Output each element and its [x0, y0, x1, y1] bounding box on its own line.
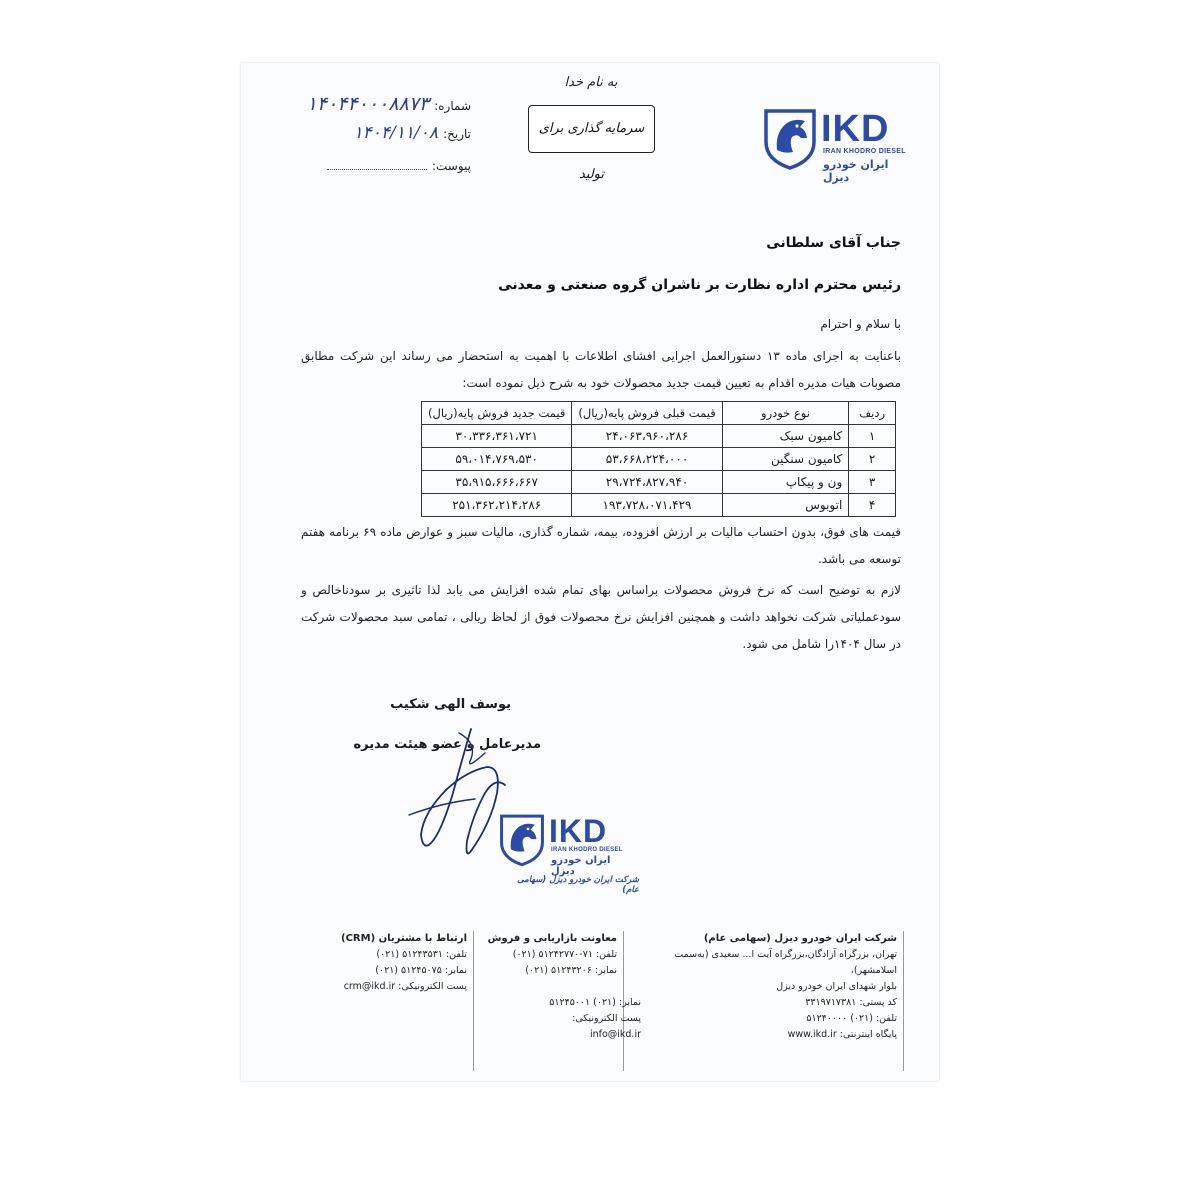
- horse-logo-icon: [499, 813, 545, 867]
- footer-company-title: شرکت ایران خودرو دیزل (سهامی عام): [703, 933, 897, 944]
- footer-email: پست الکترونیکی: info@ikd.ir: [572, 1013, 641, 1040]
- note-tax: قیمت های فوق، بدون احتساب مالیات بر ارزش افزوده، بیمه، شماره گذاری، مالیات سبز و عوارض ماده ۶۹ برنامه هفتم توسعه می باشد.: [301, 525, 901, 566]
- intro-paragraph: باعنایت به اجرای ماده ۱۳ دستورالعمل اجرایی افشای اطلاعات با اهمیت به استحضار می رساند این شرکت مطابق مصوبات هیات مدیره اقدام به تعیین قیمت جدید محصولات خود به شرح ذیل نموده است:: [301, 349, 902, 390]
- cell-row-number: ۱: [849, 425, 896, 448]
- table-row: [422, 471, 896, 494]
- footer-crm-fax: نمابر: ۵۱۲۴۵۰۷۵ (۰۲۱): [375, 965, 467, 976]
- horse-logo-icon: [763, 108, 817, 170]
- footer-crm-email: پست الکترونیکی: crm@ikd.ir: [343, 981, 467, 992]
- cell-old-price: ۲۴،۰۶۳،۹۶۰،۲۸۶: [572, 425, 722, 448]
- footer-marketing: [481, 931, 617, 979]
- letter-sheet: [241, 63, 939, 1081]
- cell-new-price: ۳۰،۳۳۶،۳۶۱،۷۲۱: [422, 425, 572, 448]
- seal-frame: [528, 105, 655, 182]
- footer-marketing-title: معاونت بازاریابی و فروش: [487, 933, 617, 944]
- table-row: [422, 425, 896, 448]
- signer-role: مدیرعامل و عضو هیئت مدیره: [353, 737, 541, 752]
- stamp-company-text: شرکت ایران خودرو دیزل (سهامی عام): [517, 875, 639, 895]
- cell-vehicle: ون و پیکاپ: [722, 471, 849, 494]
- cell-new-price: ۵۹،۰۱۴،۷۶۹،۵۳۰: [422, 448, 572, 471]
- date-value: ۱۴۰۴/۱۱/۰۸: [353, 123, 438, 143]
- bismillah: به نام خدا: [564, 75, 618, 90]
- col-header-vehicle: نوع خودرو: [722, 402, 849, 425]
- cell-row-number: ۲: [849, 448, 896, 471]
- signer-name: یوسف الهی شکیب: [390, 697, 511, 712]
- footer-crm-title: ارتباط با مشتریان (CRM): [341, 933, 467, 944]
- footer-crm: [321, 931, 467, 995]
- note-pricing: لازم به توضیح است که نرخ فروش محصولات براساس بهای تمام شده افزایش می یابد لذا تاثیری بر سودناخالص و سودعملیاتی شرکت نخواهد داشت و همچنین افزایش نرخ محصولات فوق از لحاظ ریالی ، تمامی سبد محصولات شرکت در سال ۱۴۰۴را شامل می شود.: [301, 583, 901, 651]
- date-label: تاریخ:: [443, 127, 471, 141]
- recipient-name: جناب آقای سلطانی: [766, 235, 901, 251]
- col-header-new-price: قیمت جدید فروش پایه(ریال): [422, 402, 572, 425]
- stamp-logo-fa: ایران خودرو دیزل: [551, 855, 611, 877]
- cell-vehicle: کامیون سنگین: [722, 448, 849, 471]
- stamp-logo-en: IRAN KHODRO DIESEL: [551, 847, 623, 853]
- number-row: [271, 93, 471, 115]
- recipient-title: رئیس محترم اداره نظارت بر ناشران گروه صنعتی و معدنی: [498, 277, 901, 293]
- footer-address-2: بلوار شهدای ایران خودرو دیزل: [776, 981, 897, 992]
- col-header-old-price: قیمت قبلی فروش پایه(ریال): [572, 402, 722, 425]
- footer-company: [641, 931, 897, 1043]
- attachment-label: پیوست:: [431, 159, 471, 173]
- cell-new-price: ۲۵۱،۳۶۲،۲۱۴،۲۸۶: [422, 494, 572, 517]
- table-header-row: [422, 402, 896, 425]
- logo-en: IRAN KHODRO DIESEL: [823, 148, 906, 155]
- number-label: شماره:: [434, 99, 471, 113]
- footer-crm-phone: تلفن: ۵۱۲۴۳۵۳۱ (۰۲۱): [376, 949, 467, 960]
- cell-old-price: ۵۳،۶۶۸،۲۲۴،۰۰۰: [572, 448, 722, 471]
- cell-old-price: ۲۹،۷۲۴،۸۲۷،۹۴۰: [572, 471, 722, 494]
- cell-row-number: ۳: [849, 471, 896, 494]
- footer-company-extra: [531, 995, 641, 1043]
- date-row: [271, 123, 471, 143]
- table-row: [422, 448, 896, 471]
- cell-old-price: ۱۹۳،۷۲۸،۰۷۱،۴۲۹: [572, 494, 722, 517]
- seal-text: سرمایه گذاری برای تولید: [538, 121, 645, 182]
- logo-mark: IKD: [821, 108, 890, 150]
- footer-divider-right: [903, 931, 904, 1071]
- footer-website: پایگاه اینترنتی: www.ikd.ir: [787, 1029, 897, 1040]
- footer-address-1: تهران، بزرگراه آزادگان،بزرگراه آیت ا... سعیدی (به‌سمت اسلامشهر)،: [674, 949, 897, 976]
- greeting: با سلام و احترام: [820, 317, 901, 331]
- footer-postal: کد پستی: ۳۳۱۹۷۱۷۳۸۱: [805, 997, 897, 1008]
- cell-row-number: ۴: [849, 494, 896, 517]
- cell-new-price: ۳۵،۹۱۵،۶۶۶،۶۶۷: [422, 471, 572, 494]
- footer-fax: نمابر: (۰۲۱) ۵۱۲۴۵۰۰۱: [549, 997, 641, 1008]
- footer-divider-left: [473, 931, 474, 1071]
- stamp-logo-mark: IKD: [549, 813, 608, 849]
- footer-marketing-fax: نمابر: ۵۱۲۴۳۲۰۶ (۰۲۱): [525, 965, 617, 976]
- table-row: [422, 494, 896, 517]
- ikd-logo: [763, 108, 913, 184]
- attachment-row: [271, 155, 471, 174]
- footer-phone: تلفن: (۰۲۱) ۵۱۲۴۰۰۰۰: [806, 1013, 897, 1024]
- attachment-dots: [327, 169, 427, 170]
- cell-vehicle: اتوبوس: [722, 494, 849, 517]
- cell-vehicle: کامیون سبک: [722, 425, 849, 448]
- price-table: [421, 401, 896, 517]
- col-header-row-number: ردیف: [849, 402, 896, 425]
- footer-marketing-phone: تلفن: ۷۱-۵۱۲۴۲۷۷۰ (۰۲۱): [512, 949, 617, 960]
- company-stamp: [499, 813, 639, 893]
- logo-fa: ایران خودرو دیزل: [823, 158, 889, 184]
- number-value: ۱۴۰۴۴۰۰۰۸۸۷۳: [306, 93, 430, 115]
